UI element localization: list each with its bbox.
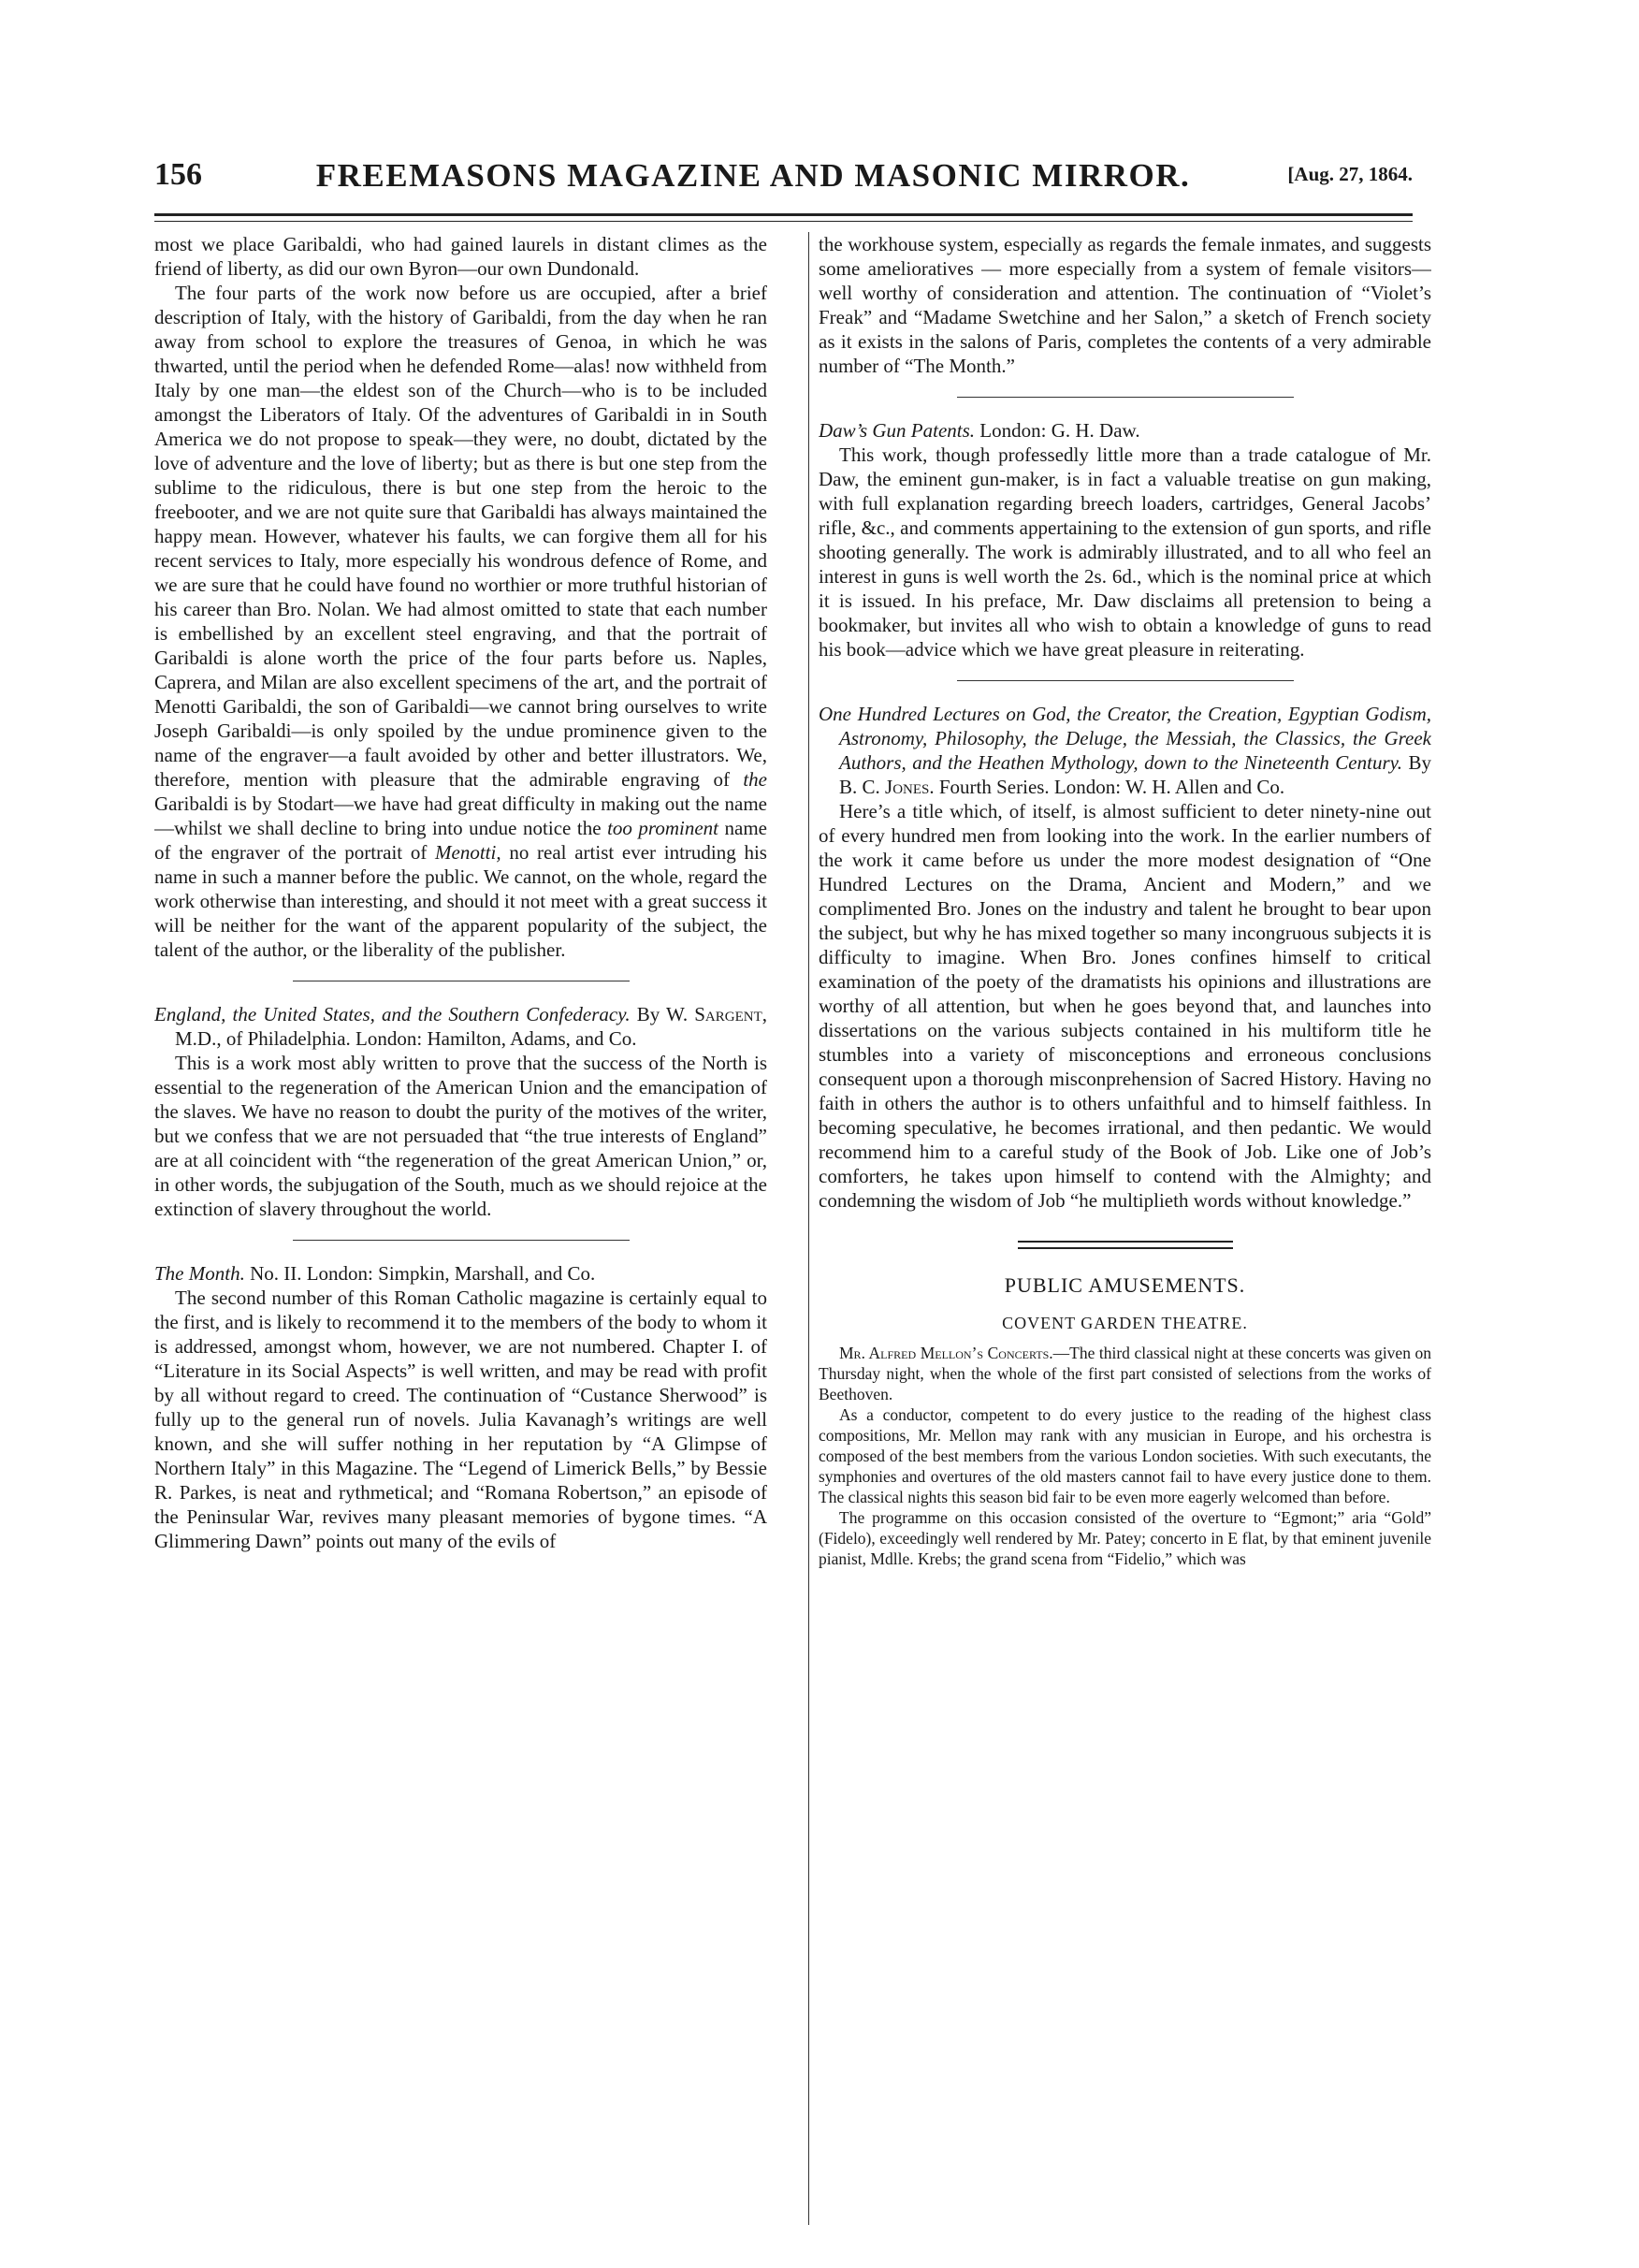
column-divider [808,232,809,2225]
section-divider [1018,1241,1233,1249]
paragraph: Mr. Alfred Mellon’s Concerts.—The third classical night at these concerts was given on Thursday night, when the whole of the first part consisted of selections from the works of Beethoven. [819,1344,1431,1403]
section-title: PUBLIC AMUSEMENTS. [1004,1273,1246,1297]
book-heading: Daw’s Gun Patents. London: G. H. Daw. [819,419,1140,442]
book-heading: England, the United States, and the Southern Confederacy. By W. Sargent, M.D., of Philadelphia. London: Hamilton, Adams, and Co. [154,1003,767,1050]
paragraph: This is a work most ably written to prove that the success of the North is essential to the regeneration of the American Union and the emancipation of the slaves. We have no reason to doubt the purity of the motives of the writer, but we confess that we are not persuaded that “the true interests of England” are at all coincident with “the regeneration of the great American Union,” or, in other words, the subjugation of the South, much as we should rejoice at the extinction of slavery throughout the world. [154,1052,767,1220]
subsection-title: COVENT GARDEN THEATRE. [1002,1314,1248,1332]
book-heading: The Month. No. II. London: Simpkin, Marshall, and Co. [154,1262,596,1285]
paragraph: The programme on this occasion consisted of the overture to “Egmont;” aria “Gold” (Fidelo), exceedingly well rendered by Mr. Patey; concerto in E flat, by that eminent juvenile pianist, Mdlle. Krebs; the grand scena from “Fidelio,” which was [819,1508,1431,1568]
paragraph: This work, though professedly little more than a trade catalogue of Mr. Daw, the eminent gun-maker, is in fact a valuable treatise on gun making, with full explanation regarding breech loaders, cartridges, General Jacobs’ rifle, &c., and comments appertaining to the extension of gun sports, and rifle shooting generally. The work is admirably illustrated, and to all who feel an interest in guns is well worth the 2s. 6d., which is the nominal price at which it is issued. In his preface, Mr. Daw disclaims all pretension to being a bookmaker, but invites all who wish to obtain a knowledge of guns to read his book—advice which we have great pleasure in reiterating. [819,443,1431,661]
paragraph: As a conductor, competent to do every justice to the reading of the highest class compositions, Mr. Mellon may rank with any musician in Europe, and his orchestra is composed of the best members from the various London societies. With such executants, the symphonies and overtures of the old masters cannot fail to have every justice done to them. The classical nights this season bid fair to be even more eagerly welcomed than before. [819,1405,1431,1506]
divider [957,680,1294,681]
paragraph: the workhouse system, especially as regards the female inmates, and suggests some amelioratives — more especially from a system of female visitors—well worthy of consideration and attention. The continuation of “Violet’s Freak” and “Madame Swetchine and her Salon,” a sketch of French society as it exists in the salons of Paris, completes the contents of a very admirable number of “The Month.” [819,233,1431,377]
paragraph: most we place Garibaldi, who had gained laurels in distant climes as the friend of liberty, as did our own Byron—our own Dundonald. [154,233,767,280]
masthead [154,157,1413,200]
right-column [819,232,1431,2244]
header-rule [154,213,1413,222]
magazine-title: FREEMASONS MAGAZINE AND MASONIC MIRROR. [315,157,1191,194]
issue-date: [Aug. 27, 1864. [1287,163,1413,185]
paragraph: Here’s a title which, of itself, is almost sufficient to deter ninety-nine out of every hundred men from looking into the work. In the earlier numbers of the work it came before us under the more modest designation of “One Hundred Lectures on the Drama, Ancient and Modern,” and we complimented Bro. Jones on the industry and talent he brought to bear upon the subject, but why he has mixed together so many incongruous subjects it is difficulty to imagine. When Bro. Jones confines himself to critical examination of the poety of the dramatists his opinions and illustrations are worthy of all attention, but when he goes beyond that, and launches into dissertations on the various subjects contained in his multiform title he stumbles into a variety of misconceptions and erroneous conclusions consequent upon a thorough misconprehension of Sacred History. Having no faith in others the author is to others unfaithful and to himself faithless. In becoming speculative, he becomes irrational, and then pedantic. We would recommend him to a careful study of the Book of Job. Like one of Job’s comforters, he takes upon himself to contend with the Almighty; and condemning the wisdom of Job “he multiplieth words without knowledge.” [819,800,1431,1212]
paragraph: The second number of this Roman Catholic magazine is certainly equal to the first, and is likely to recommend it to the members of the body to whom it is addressed, amongst whom, however, we are not numbered. Chapter I. of “Literature in its Social Aspects” is well written, and may be read with profit by all without regard to creed. The continuation of “Custance Sherwood” is fully up to the general run of novels. Julia Kavanagh’s writings are well known, and she will suffer nothing in her reputation by “A Glimpse of Northern Italy” in this Magazine. The “Legend of Limerick Bells,” by Bessie R. Parkes, is neat and rythmetical; and “Romana Robertson,” an episode of the Peninsular War, revives many pleasant memories of bygone times. “A Glimmering Dawn” points out many of the evils of [154,1287,767,1552]
paragraph: The four parts of the work now before us are occupied, after a brief description of Italy, with the history of Garibaldi, from the day when he ran away from school to explore the treasures of Genoa, in which he was thwarted, until the period when he defended Rome—alas! now withheld from Italy by one man—the eldest son of the Church—who is to be included amongst the Liberators of Italy. Of the adventures of Garibaldi in in South America we do not propose to speak—they were, no doubt, dictated by the love of adventure and the love of liberty; but as there is but one step from the sublime to the ridiculous, there is but one step from the heroic to the freebooter, and we are not quite sure that Garibaldi has always maintained the happy mean. However, whatever his faults, we can forgive them all for his recent services to Italy, more especially his wondrous defence of Rome, and we are sure that he could have found no worthier or more truthful historian of his career than Bro. Nolan. We had almost omitted to state that each number is embellished by an excellent steel engraving, and that the portrait of Garibaldi is alone worth the price of the four parts before us. Naples, Caprera, and Milan are also excellent specimens of the art, and the portrait of Menotti Garibaldi, the son of Garibaldi—we cannot bring ourselves to write Joseph Garibaldi—is only spoiled by the undue prominence given to the name of the engraver—a fault avoided by other and better illustrators. We, therefore, mention with pleasure that the admirable engraving of the Garibaldi is by Stodart—we have had great difficulty in making out the name—whilst we shall decline to bring into undue notice the too prominent name of the engraver of the portrait of Menotti, no real artist ever intruding his name in such a manner before the public. We cannot, on the whole, regard the work otherwise than interesting, and should it not meet with a great success it will be neither for the want of the apparent popularity of the subject, the talent of the author, or the liberality of the publisher. [154,282,767,961]
page-number: 156 [154,157,202,192]
divider [957,397,1294,398]
left-column [154,232,767,2244]
divider [293,1240,630,1241]
book-heading: One Hundred Lectures on God, the Creator, the Creation, Egyptian Godism, Astronomy, Philosophy, the Deluge, the Messiah, the Classics, the Greek Authors, and the Heathen Mythology, down to the Nineteenth Century. By B. C. Jones. Fourth Series. London: W. H. Allen and Co. [819,703,1431,798]
